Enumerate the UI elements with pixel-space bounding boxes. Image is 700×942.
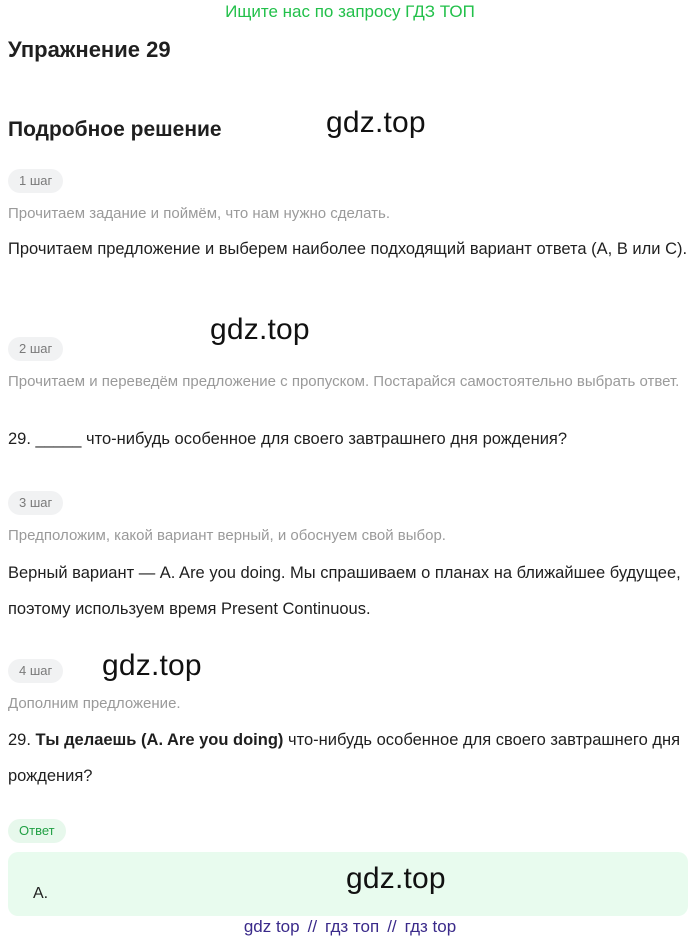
- exercise-title: Упражнение 29: [8, 37, 171, 62]
- footer-link-1[interactable]: gdz top: [243, 917, 300, 936]
- step-4-hint: Дополним предложение.: [8, 695, 181, 712]
- footer-separator: //: [387, 917, 397, 936]
- watermark: gdz.top: [346, 862, 446, 895]
- step-2-badge: 2 шаг: [8, 337, 63, 361]
- search-banner: Ищите нас по запросу ГДЗ ТОП: [225, 2, 475, 21]
- step-1-hint: Прочитаем задание и поймём, что нам нужно сделать.: [8, 205, 391, 222]
- answer-badge: Ответ: [8, 819, 66, 843]
- footer-link-2[interactable]: гдз топ: [325, 917, 380, 936]
- watermark: gdz.top: [326, 106, 426, 139]
- watermark: gdz.top: [210, 313, 310, 346]
- watermark: gdz.top: [102, 649, 202, 682]
- step-1-text: Прочитаем предложение и выберем наиболее подходящий вариант ответа (A, B или C).: [8, 240, 688, 258]
- step-4-badge: 4 шаг: [8, 659, 63, 683]
- step-4-text: [8, 722, 688, 794]
- step-3-badge: 3 шаг: [8, 491, 63, 515]
- step-4-text-bold: Ты делаешь (A. Are you doing): [35, 731, 284, 749]
- footer-links: [0, 916, 700, 938]
- step-1-badge: 1 шаг: [8, 169, 63, 193]
- footer-link-3[interactable]: гдз top: [404, 917, 457, 936]
- step-4-text-suffix: что-нибудь особенное для своего завтрашнего дня рождения?: [8, 731, 681, 785]
- section-title: Подробное решение: [8, 118, 222, 141]
- step-3-hint: Предположим, какой вариант верный, и обоснуем свой выбор.: [8, 527, 446, 544]
- step-2-text: 29. _____ что-нибудь особенное для своего завтрашнего дня рождения?: [8, 430, 568, 448]
- answer-value: A.: [33, 885, 49, 902]
- step-2-hint: Прочитаем и переведём предложение с пропуском. Постарайся самостоятельно выбрать ответ.: [8, 373, 680, 390]
- step-3-text: Верный вариант — A. Are you doing. Мы спрашиваем о планах на ближайшее будущее, поэтому используем время Present Continuous.: [8, 564, 681, 618]
- step-4-text-prefix: 29.: [8, 731, 36, 749]
- footer-separator: //: [307, 917, 318, 936]
